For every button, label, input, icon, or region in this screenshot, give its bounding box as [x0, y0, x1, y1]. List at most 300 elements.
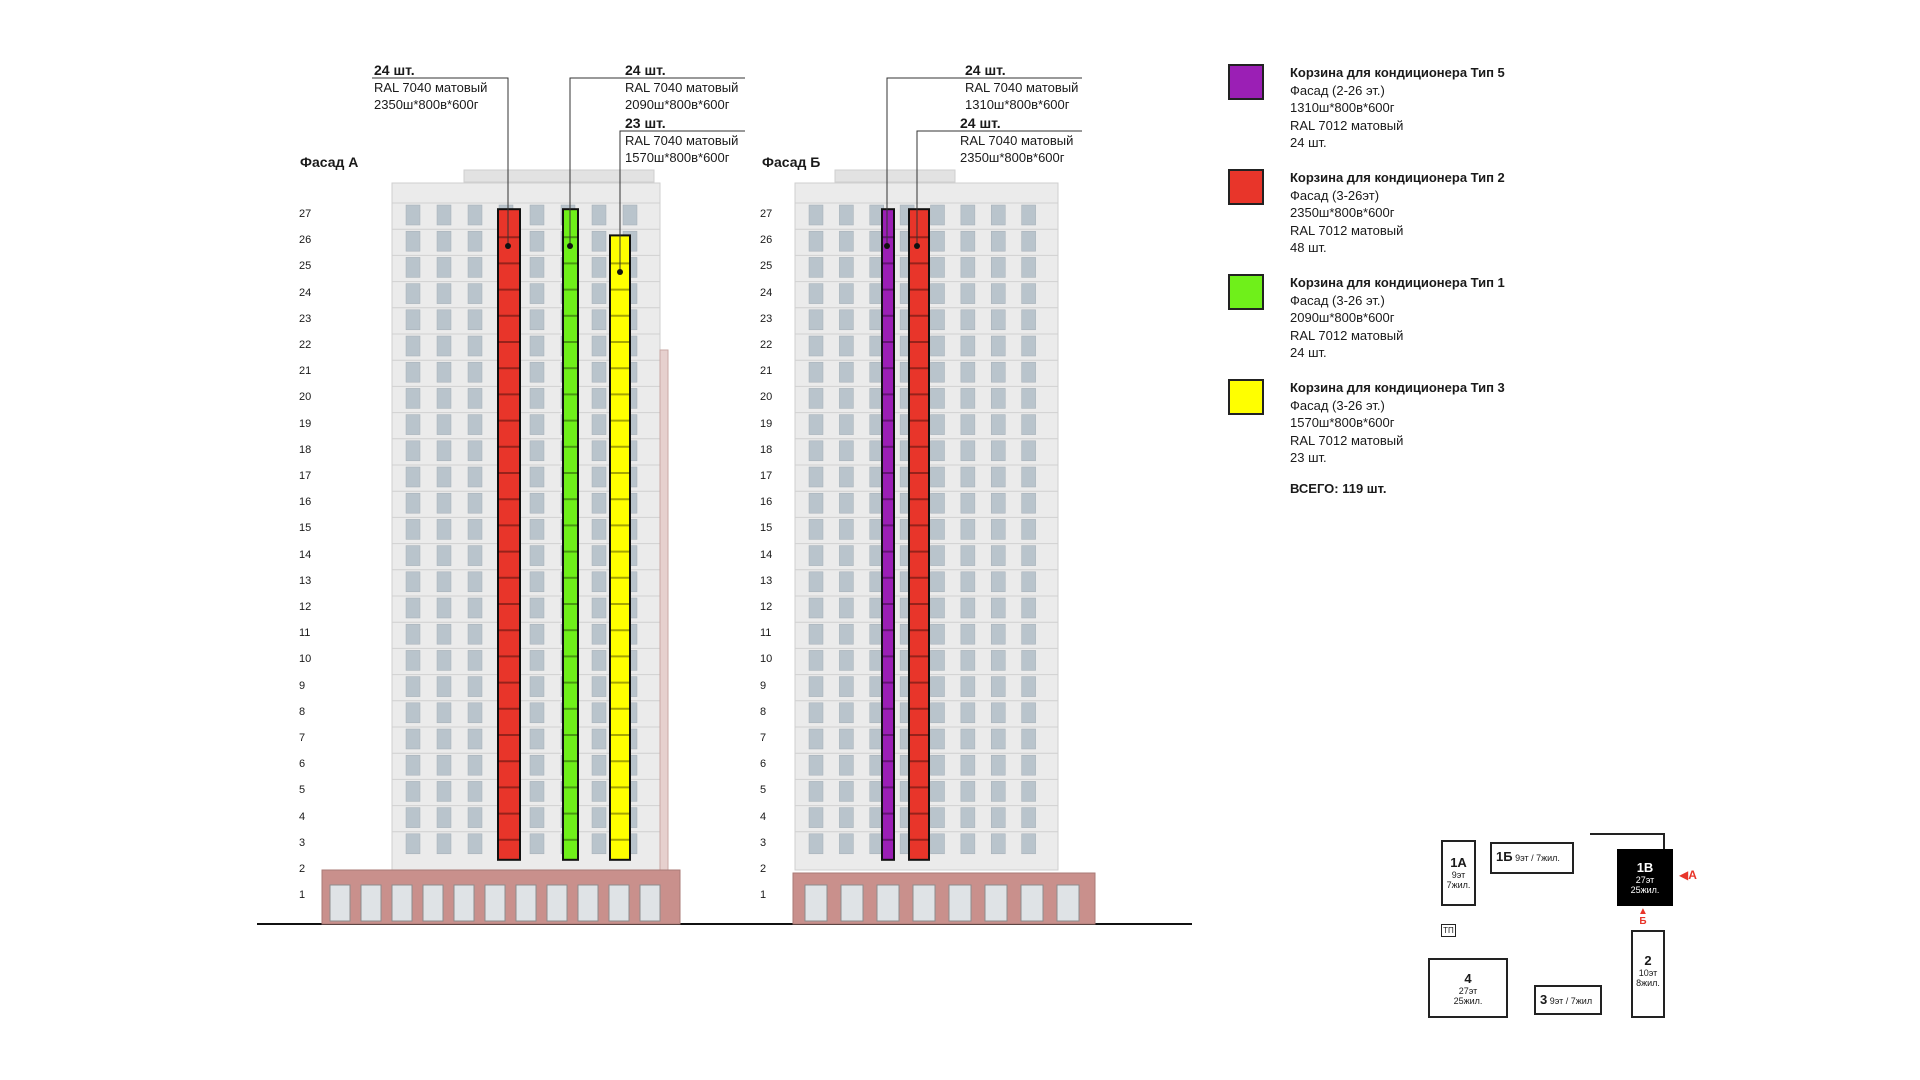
facade-a-window	[468, 284, 482, 304]
facade-b-window	[931, 650, 945, 670]
floor-label: 25	[299, 260, 312, 273]
facade-b-window	[1022, 755, 1036, 775]
facade-b-window	[1022, 781, 1036, 801]
ac-strip-b-type5	[882, 209, 894, 860]
floor-label: 16	[299, 496, 312, 509]
facade-b-window	[839, 598, 853, 618]
facade-b-window	[931, 362, 945, 382]
facade-b-window	[1022, 336, 1036, 356]
facade-b-window	[961, 624, 975, 644]
facade-a-window	[592, 729, 606, 749]
facade-a-window	[437, 834, 451, 854]
facade-a-shopfront	[547, 885, 567, 921]
facade-b-window	[839, 205, 853, 225]
floor-label: 17	[760, 470, 773, 482]
legend-ral: RAL 7012 матовый	[1290, 117, 1404, 133]
facade-b-window	[991, 205, 1005, 225]
facade-a-window	[468, 519, 482, 539]
facade-a-window	[406, 205, 420, 225]
facade-b-window	[961, 703, 975, 723]
facade-a-window	[592, 336, 606, 356]
facade-b-window	[809, 388, 823, 408]
facade-a-window	[468, 336, 482, 356]
facade-a-window	[406, 336, 420, 356]
floor-label: 22	[760, 339, 773, 351]
floor-label: 9	[760, 679, 767, 692]
facade-b-window	[961, 598, 975, 618]
facade-b-window	[839, 257, 853, 277]
facade-b-window	[809, 205, 823, 225]
facade-a-window	[592, 284, 606, 304]
facade-b-window	[839, 546, 853, 566]
facade-a-window	[437, 546, 451, 566]
facade-b-window	[961, 729, 975, 749]
facade-b-window	[991, 703, 1005, 723]
facade-b-window	[1022, 677, 1036, 697]
facade-a-window	[406, 257, 420, 277]
building-3: 3 9эт / 7жил	[1534, 985, 1602, 1015]
facade-a-window	[592, 415, 606, 435]
facade-b-window	[931, 467, 945, 487]
facade-a-window	[530, 415, 544, 435]
facade-a-window	[530, 546, 544, 566]
facade-b-window	[839, 310, 853, 330]
facade-b-window	[1022, 703, 1036, 723]
facade-b-window	[991, 781, 1005, 801]
facade-a-window	[437, 572, 451, 592]
facade-b-window	[1022, 834, 1036, 854]
facade-a-window	[468, 572, 482, 592]
floor-label: 10	[760, 653, 773, 666]
facade-b-title: Фасад Б	[762, 154, 821, 170]
facade-a-window	[530, 205, 544, 225]
facade-a-window	[437, 729, 451, 749]
facade-b-window	[931, 834, 945, 854]
callout-a2: 24 шт. RAL 7040 матовый 2090ш*800в*600г	[625, 62, 739, 112]
facade-b-window	[839, 781, 853, 801]
facade-a-window	[437, 231, 451, 251]
facade-a-window	[530, 441, 544, 461]
facade-a-window	[437, 362, 451, 382]
legend-ral: RAL 7012 матовый	[1290, 327, 1404, 343]
facade-a-shopfront	[485, 885, 505, 921]
facade-a-window	[468, 755, 482, 775]
facade-b-window	[961, 834, 975, 854]
facade-b-window	[1022, 415, 1036, 435]
total-count: ВСЕГО: 119 шт.	[1290, 481, 1387, 496]
floor-label: 11	[299, 627, 311, 640]
facade-b-window	[931, 729, 945, 749]
floor-label: 15	[760, 522, 773, 535]
facade-a-window	[530, 388, 544, 408]
facade-b-shopfront	[985, 885, 1007, 921]
facade-b-window	[991, 834, 1005, 854]
facade-b-window	[961, 415, 975, 435]
facade-b-window	[991, 650, 1005, 670]
legend-qty: 23 шт.	[1290, 450, 1327, 465]
facade-b-window	[1022, 519, 1036, 539]
legend-swatch	[1228, 379, 1264, 415]
facade-b-window	[961, 231, 975, 251]
floor-label: 8	[760, 705, 767, 718]
facade-a-shopfront	[423, 885, 443, 921]
facade-a-window	[406, 703, 420, 723]
facade-a-window	[592, 650, 606, 670]
facade-a-window	[530, 231, 544, 251]
facade-a-window	[468, 781, 482, 801]
facade-a-window	[592, 624, 606, 644]
leader-b2-dot	[914, 243, 920, 249]
facade-a-window	[592, 493, 606, 513]
facade-b-window	[991, 546, 1005, 566]
facade-b-window	[931, 493, 945, 513]
facade-a-window	[406, 231, 420, 251]
floor-label: 19	[760, 417, 773, 430]
facade-b-window	[809, 546, 823, 566]
floor-label: 12	[299, 601, 312, 613]
floor-label: 13	[299, 574, 312, 587]
facade-b-window	[809, 598, 823, 618]
facade-a-window	[592, 231, 606, 251]
facade-a-window	[530, 703, 544, 723]
facade-b-window	[991, 231, 1005, 251]
facade-b-window	[961, 362, 975, 382]
facade-a-window	[468, 467, 482, 487]
facade-a-window	[530, 598, 544, 618]
floor-label: 13	[760, 574, 773, 587]
facade-b-window	[809, 834, 823, 854]
facade-a-window	[592, 205, 606, 225]
floor-label: 1	[760, 889, 767, 902]
facade-b-window	[809, 284, 823, 304]
facade-b-window	[1022, 441, 1036, 461]
facade-b-window	[931, 519, 945, 539]
facade-b-window	[809, 441, 823, 461]
facade-b-window	[809, 729, 823, 749]
facade-a-window	[592, 572, 606, 592]
facade-a-window	[406, 834, 420, 854]
facade-a-window	[468, 388, 482, 408]
facade-b-shopfront	[1021, 885, 1043, 921]
legend-size: 2090ш*800в*600г	[1290, 310, 1395, 325]
facade-b-window	[809, 808, 823, 828]
facade-a-shopfront	[609, 885, 629, 921]
facade-a-window	[592, 546, 606, 566]
floor-label: 7	[299, 732, 306, 744]
facade-a-window	[406, 650, 420, 670]
floor-label: 18	[760, 443, 773, 456]
floor-label: 18	[299, 443, 312, 456]
facade-b-window	[931, 572, 945, 592]
facade-b-window	[1022, 231, 1036, 251]
facade-b-window	[991, 362, 1005, 382]
facade-b-window	[839, 703, 853, 723]
facade-a-side-wall	[660, 350, 668, 870]
facade-a-window	[592, 781, 606, 801]
facade-a-window	[406, 388, 420, 408]
floor-label: 10	[299, 653, 312, 666]
facade-b-shopfront	[877, 885, 899, 921]
facade-a-window	[437, 808, 451, 828]
facade-b-window	[991, 519, 1005, 539]
facade-b-window	[931, 781, 945, 801]
facade-a-window	[530, 808, 544, 828]
facade-a-window	[406, 441, 420, 461]
floor-label: 20	[760, 391, 773, 404]
floor-label: 22	[299, 339, 312, 351]
facade-a-window	[530, 257, 544, 277]
facade-a-window	[406, 598, 420, 618]
facade-a-window	[406, 677, 420, 697]
building-1b: 1Б 9эт / 7жил.	[1490, 842, 1574, 874]
facade-b-window	[931, 441, 945, 461]
facade-a-shopfront	[361, 885, 381, 921]
facade-a-window	[592, 677, 606, 697]
building-4: 4 27эт 25жил.	[1428, 958, 1508, 1018]
facade-a-window	[406, 808, 420, 828]
facade-b-window	[991, 808, 1005, 828]
facade-a-window	[406, 519, 420, 539]
facade-a-window	[406, 546, 420, 566]
ac-strip-a-type3	[610, 235, 630, 859]
callout-a1: 24 шт. RAL 7040 матовый 2350ш*800в*600г	[374, 62, 488, 112]
facade-b-window	[809, 467, 823, 487]
facade-b-window	[991, 624, 1005, 644]
floor-label: 2	[299, 863, 306, 875]
facade-b-window	[991, 755, 1005, 775]
facade-b-window	[991, 441, 1005, 461]
floor-label: 27	[760, 208, 773, 220]
substation-tp: ТП	[1441, 924, 1456, 937]
facade-b-window	[1022, 546, 1036, 566]
facade-a-window	[530, 755, 544, 775]
facade-b-window	[809, 703, 823, 723]
facade-b-window	[991, 284, 1005, 304]
facade-b-window	[809, 257, 823, 277]
facade-b-window	[839, 624, 853, 644]
facade-b-window	[931, 257, 945, 277]
facade-a-window	[592, 257, 606, 277]
facade-b-window	[809, 519, 823, 539]
facade-b-window	[1022, 284, 1036, 304]
facade-b-window	[961, 336, 975, 356]
facade-b-window	[809, 493, 823, 513]
facade-a-window	[406, 493, 420, 513]
facade-a-window	[468, 808, 482, 828]
legend-facade: Фасад (3-26 эт.)	[1290, 397, 1385, 413]
facade-a-window	[592, 467, 606, 487]
facade-b-window	[839, 441, 853, 461]
floor-label: 5	[299, 784, 306, 797]
facade-a-window	[592, 598, 606, 618]
facade-b-window	[809, 362, 823, 382]
facade-b-window	[809, 650, 823, 670]
facade-a-window	[592, 834, 606, 854]
legend-title: Корзина для кондиционера Тип 2	[1290, 170, 1505, 185]
facade-b-window	[809, 677, 823, 697]
facade-b-window	[961, 677, 975, 697]
facade-b-window	[961, 572, 975, 592]
floor-label: 19	[299, 417, 312, 430]
building-2: 2 10эт 8жил.	[1631, 930, 1665, 1018]
facade-a-window	[468, 441, 482, 461]
facade-a-window	[437, 755, 451, 775]
floor-label: 6	[299, 758, 306, 771]
facade-b-window	[1022, 467, 1036, 487]
floor-label: 4	[760, 810, 767, 823]
facade-a-window	[530, 519, 544, 539]
facade-a-window	[468, 650, 482, 670]
facade-a-window	[468, 624, 482, 644]
facade-b-window	[961, 441, 975, 461]
floor-label: 6	[760, 758, 767, 771]
facade-b-window	[839, 336, 853, 356]
facade-a-window	[437, 205, 451, 225]
facade-a-window	[530, 834, 544, 854]
facade-b-window	[1022, 624, 1036, 644]
facade-b-window	[961, 257, 975, 277]
facade-a-window	[437, 703, 451, 723]
facade-b-window	[809, 755, 823, 775]
facade-a-window	[437, 388, 451, 408]
facade-a-window	[406, 362, 420, 382]
facade-b-window	[961, 781, 975, 801]
legend-qty: 48 шт.	[1290, 240, 1327, 255]
facade-a-window	[406, 781, 420, 801]
facade-a-window	[468, 257, 482, 277]
facade-b-window	[991, 467, 1005, 487]
floor-label: 17	[299, 470, 312, 482]
floor-label: 27	[299, 208, 312, 220]
facade-a-window	[530, 729, 544, 749]
facade-b-window	[1022, 598, 1036, 618]
facade-a-window	[406, 624, 420, 644]
facade-b-window	[931, 755, 945, 775]
facade-b-base	[793, 873, 1095, 924]
legend-title: Корзина для кондиционера Тип 3	[1290, 380, 1505, 395]
facade-a-window	[530, 624, 544, 644]
floor-label: 14	[760, 548, 773, 561]
floor-label: 7	[760, 732, 767, 744]
facade-b-window	[809, 310, 823, 330]
facade-a-window	[406, 415, 420, 435]
facade-a-window	[437, 310, 451, 330]
floor-label: 14	[299, 548, 312, 561]
facade-a-shopfront	[578, 885, 598, 921]
facade-b-window	[839, 415, 853, 435]
facade-b-window	[931, 336, 945, 356]
legend-facade: Фасад (2-26 эт.)	[1290, 82, 1385, 98]
facade-b-shopfront	[805, 885, 827, 921]
facade-b-window	[839, 467, 853, 487]
facade-b-window	[961, 388, 975, 408]
facade-b-window	[931, 677, 945, 697]
facade-b-roof-structure	[835, 170, 955, 182]
facade-a-window	[437, 781, 451, 801]
legend-size: 2350ш*800в*600г	[1290, 205, 1395, 220]
view-marker-a: ◀А	[1679, 868, 1697, 882]
facade-b-window	[931, 231, 945, 251]
legend-ral: RAL 7012 матовый	[1290, 222, 1404, 238]
facade-a-window	[530, 310, 544, 330]
facade-a-window	[530, 467, 544, 487]
floor-label: 1	[299, 889, 306, 902]
facade-a-window	[468, 310, 482, 330]
floor-label: 21	[299, 365, 312, 378]
facade-a-window	[406, 310, 420, 330]
leader-a3-dot	[617, 269, 623, 275]
facade-a-window	[437, 284, 451, 304]
facade-b-window	[991, 415, 1005, 435]
floor-label: 5	[760, 784, 767, 797]
building-1v: 1В 27эт 25жил.	[1617, 849, 1673, 906]
facade-b-window	[931, 388, 945, 408]
facade-a-roof-structure	[464, 170, 654, 182]
facade-b-window	[991, 388, 1005, 408]
facade-b-window	[991, 729, 1005, 749]
facade-b-window	[961, 493, 975, 513]
facade-b-window	[991, 257, 1005, 277]
facade-a-window	[592, 808, 606, 828]
facade-a-shopfront	[330, 885, 350, 921]
facade-b-window	[991, 310, 1005, 330]
facade-b-window	[839, 231, 853, 251]
floor-label: 8	[299, 705, 306, 718]
site-outline-1v	[1590, 834, 1664, 849]
facade-a-window	[468, 415, 482, 435]
facade-b-window	[839, 388, 853, 408]
facade-b-window	[839, 572, 853, 592]
facade-b-window	[961, 467, 975, 487]
facade-a-window	[592, 519, 606, 539]
facade-b-shopfront	[949, 885, 971, 921]
facade-a-window	[592, 362, 606, 382]
facade-b-window	[931, 598, 945, 618]
callout-b2: 24 шт. RAL 7040 матовый 2350ш*800в*600г	[960, 115, 1074, 165]
floor-label: 25	[760, 260, 773, 273]
legend-facade: Фасад (3-26эт)	[1290, 187, 1380, 203]
facade-a-window	[437, 650, 451, 670]
facade-b-window	[1022, 493, 1036, 513]
facade-b-window	[931, 624, 945, 644]
facade-b-window	[1022, 310, 1036, 330]
facade-b-window	[961, 755, 975, 775]
floor-label: 15	[299, 522, 312, 535]
facade-b-window	[961, 284, 975, 304]
facade-b-window	[809, 781, 823, 801]
facade-a-shopfront	[392, 885, 412, 921]
facade-b-window	[839, 755, 853, 775]
facade-b-window	[1022, 388, 1036, 408]
facade-b-window	[1022, 362, 1036, 382]
legend-title: Корзина для кондиционера Тип 5	[1290, 65, 1505, 80]
facade-a-window	[468, 677, 482, 697]
facade-a-window	[468, 362, 482, 382]
legend-facade: Фасад (3-26 эт.)	[1290, 292, 1385, 308]
facade-b-window	[961, 310, 975, 330]
facade-a-window	[437, 624, 451, 644]
facade-b-window	[1022, 572, 1036, 592]
facade-a-window	[437, 677, 451, 697]
facade-a-window	[437, 493, 451, 513]
facade-a-window	[468, 834, 482, 854]
facade-a-window	[437, 257, 451, 277]
facade-a-window	[468, 546, 482, 566]
facade-b-window	[991, 598, 1005, 618]
facade-b-window	[839, 677, 853, 697]
view-marker-b: ▲ Б	[1638, 906, 1648, 927]
facade-a-window	[437, 441, 451, 461]
